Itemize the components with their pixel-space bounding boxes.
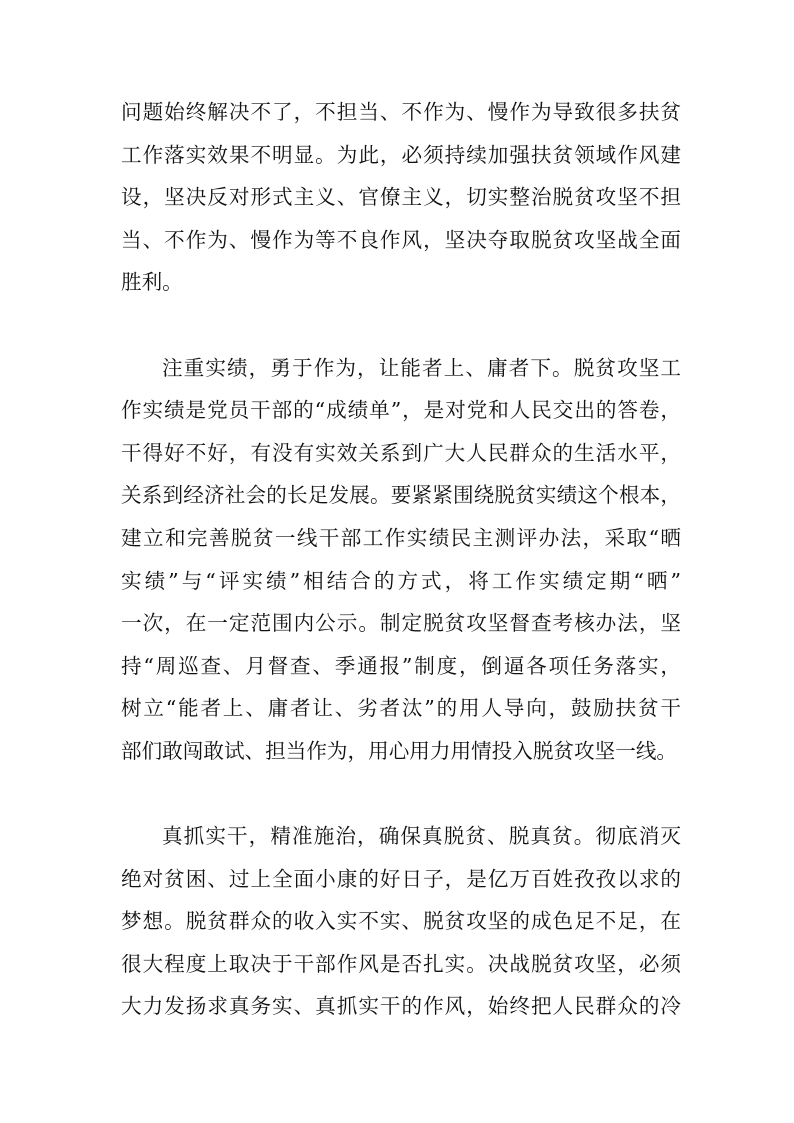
text-line: 部们敢闯敢试、担当作为，用心用力用情投入脱贫攻坚一线。 [121,738,678,763]
text-line: 当、不作为、慢作为等不良作风，坚决夺取脱贫攻坚战全面 [121,227,681,252]
text-line: 设，坚决反对形式主义、官僚主义，切实整治脱贫攻坚不担 [121,185,681,210]
text-line: 建立和完善脱贫一线干部工作实绩民主测评办法，采取“晒 [121,525,681,550]
paragraph-3 [121,815,681,1028]
text-line: 工作落实效果不明显。为此，必须持续加强扶贫领域作风建 [121,142,681,167]
text-line: 真抓实干，精准施治，确保真脱贫、脱真贫。彻底消灭 [162,824,681,849]
text-line: 梦想。脱贫群众的收入实不实、脱贫攻坚的成色足不足，在 [121,909,681,934]
text-line: 一次，在一定范围内公示。制定脱贫攻坚督查考核办法，坚 [121,611,681,636]
text-line: 很大程度上取决于干部作风是否扎实。决战脱贫攻坚，必须 [121,951,681,976]
text-line: 问题始终解决不了，不担当、不作为、慢作为导致很多扶贫 [121,100,681,124]
text-line: 关系到经济社会的长足发展。要紧紧围绕脱贫实绩这个根本， [121,483,681,508]
text-line: 注重实绩，勇于作为，让能者上、庸者下。脱贫攻坚工 [162,355,681,380]
text-line: 大力发扬求真务实、真抓实干的作风，始终把人民群众的冷 [121,994,681,1019]
text-line: 胜利。 [121,270,183,295]
text-line: 实绩”与“评实绩”相结合的方式，将工作实绩定期“晒” [121,568,681,593]
text-line: 作实绩是党员干部的“成绩单”，是对党和人民交出的答卷， [121,398,681,423]
text-line: 树立“能者上、庸者让、劣者汰”的用人导向，鼓励扶贫干 [121,696,681,721]
paragraph-gap [121,773,681,816]
document-body [121,91,681,1028]
paragraph-2 [121,347,681,773]
paragraph-gap [121,304,681,347]
paragraph-1 [121,91,681,304]
text-line: 干得好不好，有没有实效关系到广大人民群众的生活水平， [121,440,681,465]
text-line: 绝对贫困、过上全面小康的好日子，是亿万百姓孜孜以求的 [121,866,681,891]
text-line: 持“周巡查、月督查、季通报”制度，倒逼各项任务落实， [121,653,681,678]
